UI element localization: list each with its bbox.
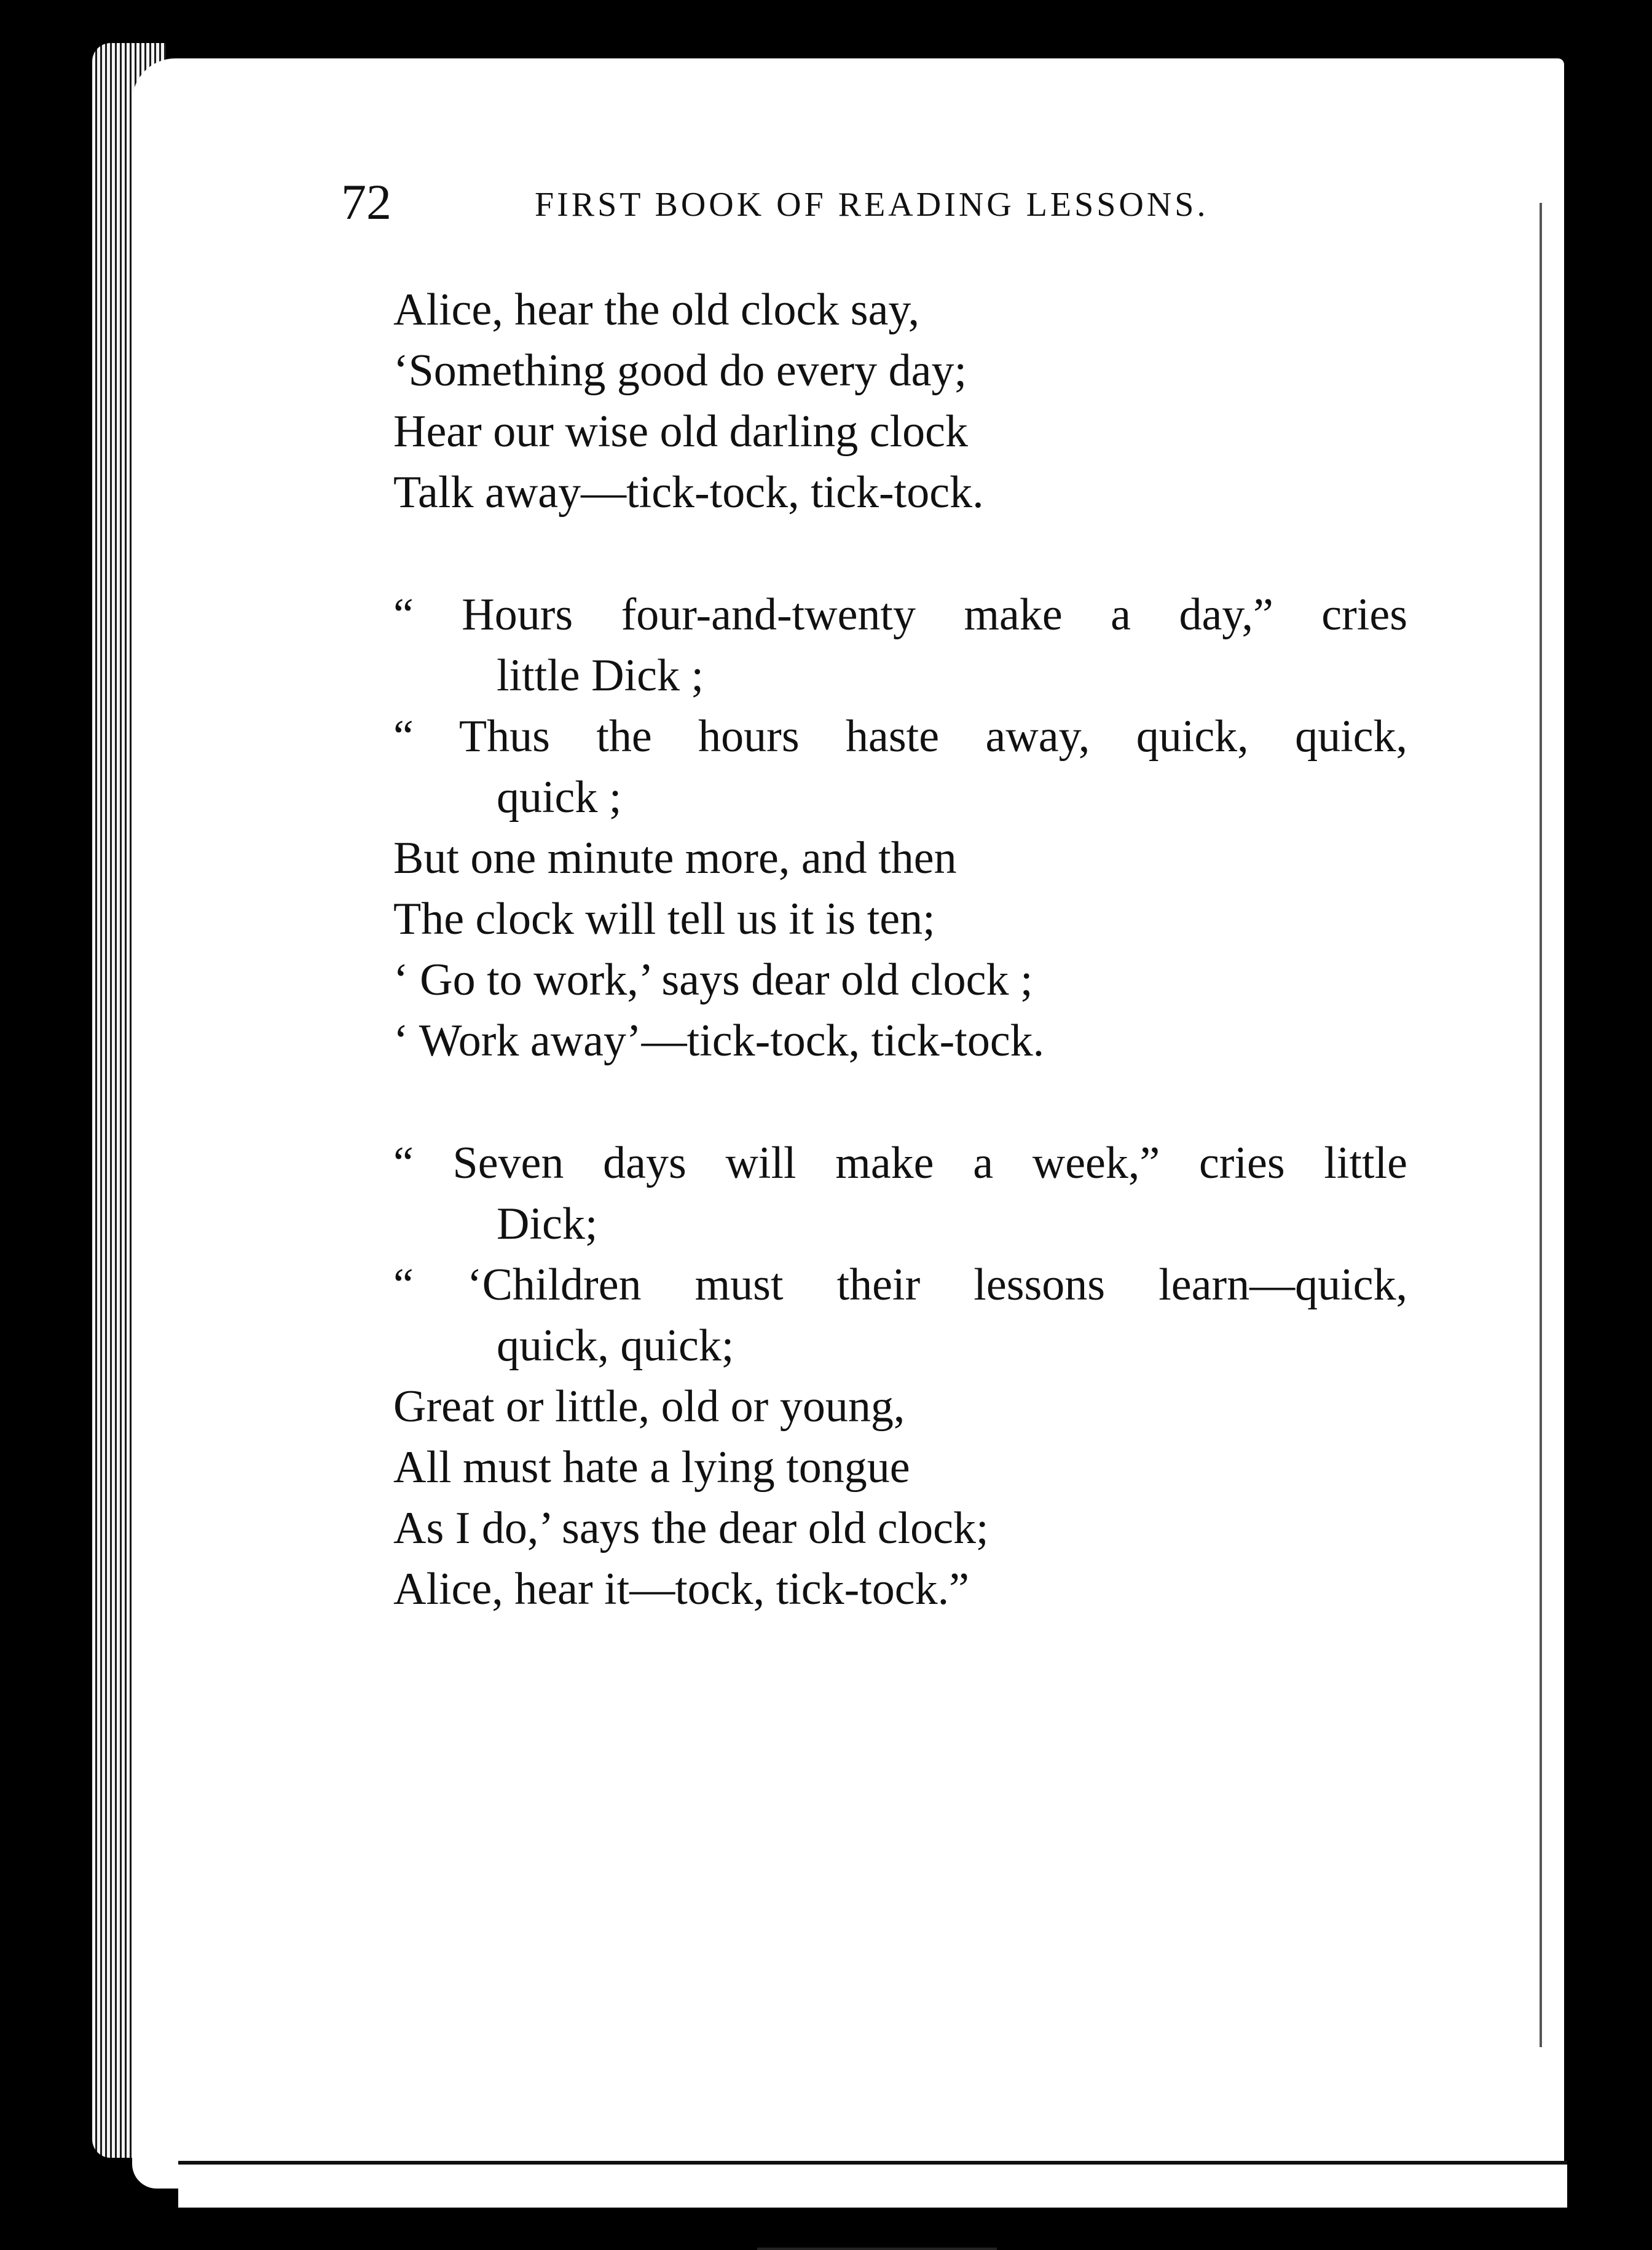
stanza [393,1133,1407,1620]
poem-line: quick ; [497,772,622,823]
page-bottom-edge [178,2161,1567,2208]
poem-line: All must hate a lying tongue [393,1442,910,1493]
poem-line: But one minute more, and then [393,833,957,883]
running-title: FIRST BOOK OF READING LESSONS. [535,186,1209,224]
poem-line: Alice, hear it—tock, tick-tock.” [393,1564,969,1614]
poem-line: “ Thus the hours haste away, quick, quick, [393,711,1407,762]
poem-body [393,280,1407,1620]
poem-line: “ ‘Children must their lessons learn—quick, [393,1260,1407,1310]
poem-line: As I do,’ says the dear old clock; [393,1503,989,1553]
stanza [393,585,1407,1072]
poem-line: quick, quick; [497,1320,734,1371]
page-number: 72 [341,174,391,230]
poem-line: Talk away—tick-tock, tick-tock. [393,467,984,518]
stanza [393,280,1407,523]
poem-line: “ Seven days will make a week,” cries little [393,1138,1407,1188]
poem-line: ‘ Work away’—tick-tock, tick-tock. [393,1016,1045,1066]
end-rule [757,2248,997,2250]
gutter-edge [1540,203,1554,2047]
poem-line: ‘ Go to work,’ says dear old clock ; [393,955,1033,1005]
poem-line: little Dick ; [497,650,704,701]
stanza-gap [393,523,1407,585]
poem-line: “ Hours four-and-twenty make a day,” cries [393,590,1407,640]
poem-line: ‘Something good do every day; [393,345,967,396]
stanza-gap [393,1072,1407,1133]
poem-line: Hear our wise old darling clock [393,406,968,457]
poem-line: The clock will tell us it is ten; [393,894,935,944]
poem-line: Alice, hear the old clock say, [393,285,920,335]
poem-line: Great or little, old or young, [393,1381,905,1432]
poem-line: Dick; [497,1199,598,1249]
